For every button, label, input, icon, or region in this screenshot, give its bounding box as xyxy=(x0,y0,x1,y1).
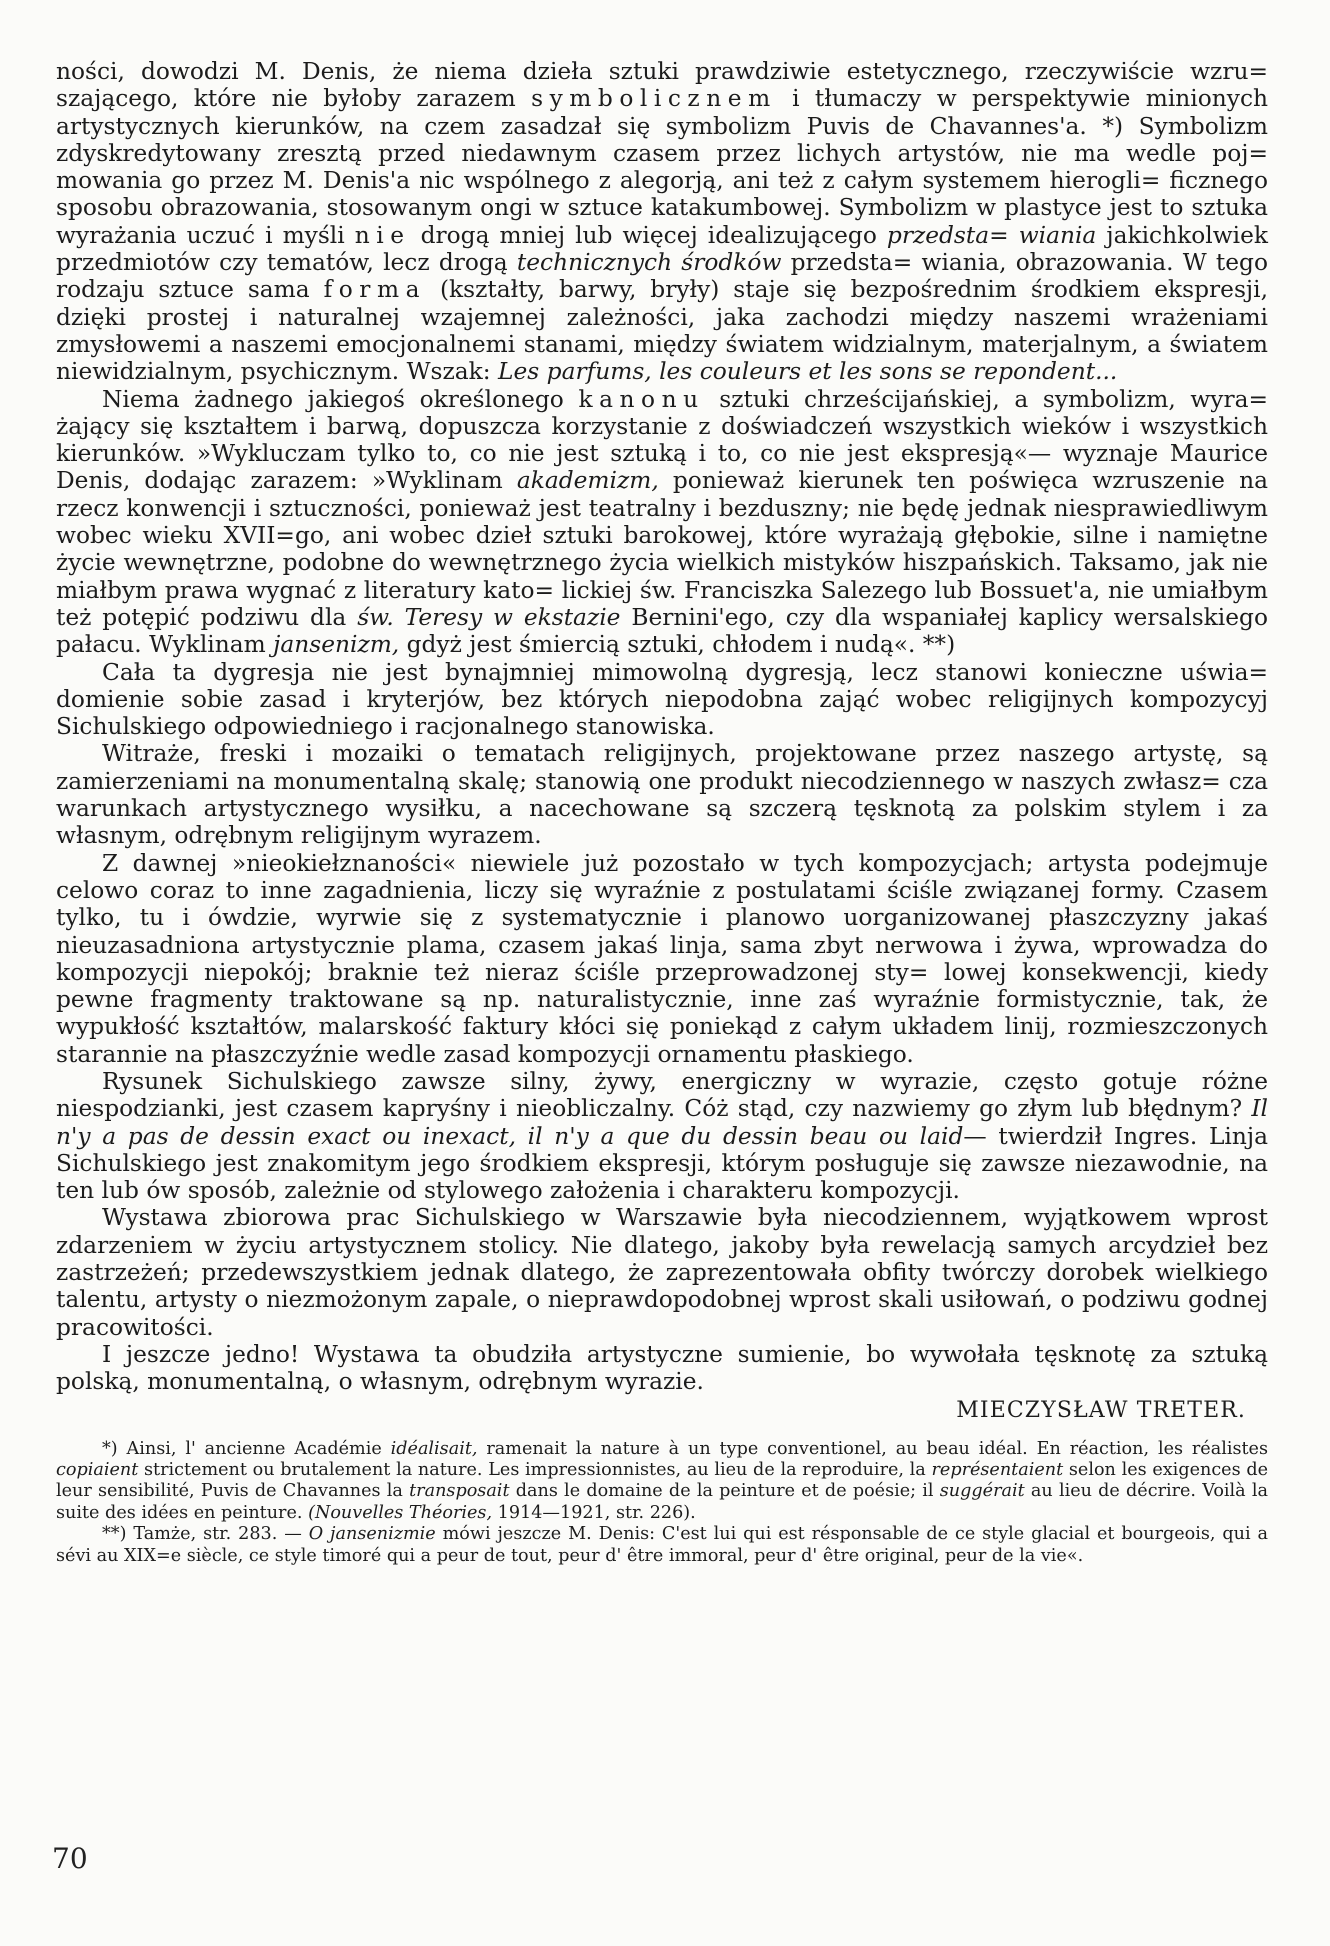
text-run: mówi jeszcze M. Denis: C'est lui qui est résponsable de ce style glacial et bourgeois, qui a sévi au XIX=e siècle, ce style timoré qui a peur de tout, peur d' être immoral, peur d' être original, peur de la vie«. xyxy=(56,1524,1269,1566)
italic-phrase: transposait xyxy=(409,1481,510,1502)
text-run: *) Ainsi, l' ancienne Académie xyxy=(102,1438,391,1459)
text-run: Witraże, freski i mozaiki o tematach religijnych, projektowane przez naszego artystę, są zamierzeniami na monumentalną skalę; stanowią one produkt niecodziennego w naszych zwłasz= cza warunkach artystycznego wysiłku, a nacechowane są szczerą tęsknotą za polskim stylem i za własnym, odrębnym religijnym wyrazem. xyxy=(56,740,1268,850)
text-run: **) Tamże, str. 283. — xyxy=(102,1524,309,1545)
spaced-emphasis: symbolicznem xyxy=(531,85,777,113)
spaced-emphasis: kanonu xyxy=(578,385,705,413)
text-run: ności, dowodzi M. Denis, że niema dzieła sztuki prawdziwie estetycznego, rzeczywiście wzru= szającego, które nie byłoby zarazem xyxy=(56,58,1268,113)
text-run: I jeszcze jedno! Wystawa ta obudziła artystyczne sumienie, bo wywołała tęsknotę za sztuką polską, monumentalną, o własnym, odrębnym wyrazie. xyxy=(56,1340,1268,1396)
footnote-2 xyxy=(56,1524,1268,1567)
italic-phrase: Les parfums, les couleurs et les sons se repondent... xyxy=(498,358,1118,386)
text-run: jakichkolwiek przedmiotów czy tematów, lecz drogą xyxy=(56,221,1268,277)
text-run: Cała ta dygresja nie jest bynajmniej mimowolną dygresją, lecz stanowi konieczne uświa= domienie sobie zasad i kryterjów, bez których niepodobna zająć wobec religijnych kompozycyj Sichulskiego odpowiedniego i racjonalnego stanowiska. xyxy=(56,658,1268,741)
italic-phrase: (Nouvelles Théories, xyxy=(308,1502,493,1523)
spaced-emphasis: nie xyxy=(354,221,411,249)
italic-phrase: copiaient xyxy=(56,1459,139,1480)
italic-phrase: św. Teresy w ekstazie xyxy=(357,603,621,631)
paragraph-4 xyxy=(56,740,1268,849)
text-run: dans le domaine de la peinture et de poésie; il xyxy=(509,1481,940,1502)
page xyxy=(56,58,1268,1567)
paragraph-5 xyxy=(56,850,1268,1068)
text-run: drogą mniej lub więcej idealizującego xyxy=(410,221,887,249)
paragraph-3 xyxy=(56,659,1268,741)
paragraph-8 xyxy=(56,1341,1268,1396)
italic-phrase: représentaient xyxy=(931,1459,1064,1480)
text-run: sztuki chrześcijańskiej, a symbolizm, wyra= żający się kształtem i barwą, dopuszcza korzystanie z doświadczeń wszystkich wieków i wszystkich kierunków. »Wykluczam tylko to, co nie jest sztuką i to, co nie jest ekspresją«— wyznaje Maurice Denis, dodając zarazem: »Wyklinam xyxy=(56,385,1268,495)
text-run: Z dawnej »nieokiełznaności« niewiele już pozostało w tych kompozycjach; artysta podejmuje celowo coraz to inne zagadnienia, liczy się wyraźnie z postulatami ściśle związanej formy. Czasem tylko, tu i ówdzie, wyrwie się z systematycznie i planowo uorganizowanej płaszczyzny jakaś nieuzasadniona artystycznie plama, czasem jakaś linja, sama zbyt nerwowa i żywa, wprowadza do kompozycji niepokój; braknie też nieraz ściśle przeprowadzonej sty= lowej konsekwencji, kiedy pewne fragmenty traktowane są np. naturalistycznie, inne zaś wyraźnie formistycznie, tak, że wypukłość kształtów, malarskość faktury kłóci się poniekąd z całym układem linij, rozmieszczonych starannie na płaszczyźnie wedle zasad kompozycji ornamentu płaskiego. xyxy=(56,849,1268,1068)
text-run: Niema żadnego jakiegoś określonego xyxy=(102,385,579,413)
text-run: ramenait la nature à un type conventionel, au beau idéal. En réaction, les réalistes xyxy=(477,1438,1268,1459)
text-run: gdyż jest śmiercią sztuki, chłodem i nudą«. **) xyxy=(399,631,956,659)
italic-phrase: jansenizm, xyxy=(273,631,400,659)
text-run: przedsta= wiania, obrazowania. W tego rodzaju sztuce sama xyxy=(56,249,1268,304)
footnote-1 xyxy=(56,1439,1268,1525)
italic-phrase: idéalisait, xyxy=(390,1438,478,1459)
italic-phrase: suggérait xyxy=(939,1481,1025,1502)
author-signature: MIECZYSŁAW TRETER. xyxy=(956,1397,1246,1423)
paragraph-1 xyxy=(56,58,1268,386)
italic-phrase: akademizm, xyxy=(516,467,659,495)
text-run: i tłumaczy w perspektywie minionych artystycznych kierunków, na czem zasadzał się symbolizm Puvis de Chavannes'a. *) Symbolizm zdyskredytowany zresztą przed niedawnym czasem przez lichych artystów, nie ma wedle poj= mowania go przez M. Denis'a nic wspólnego z alegorją, ani też z całym systemem hierogli= ficznego sposobu obrazowania, stosowanym ongi w sztuce katakumbowej. Symbolizm w plastyce jest to sztuka wyrażania uczuć i myśli xyxy=(56,85,1268,249)
text-run: au lieu de décrire. Voilà la suite des idées en peinture. xyxy=(56,1481,1269,1523)
text-run: Wystawa zbiorowa prac Sichulskiego w Warszawie była niecodziennem, wyjątkowem wprost zdarzeniem w życiu artystycznem stolicy. Nie dlatego, jakoby była rewelacją samych arcydzieł bez zastrzeżeń; przedewszystkiem jednak dlatego, że zaprezentowała obfity twórczy dorobek wielkiego talentu, artysty o niezmożonym zapale, o nieprawdopodobnej wprost skali usiłowań, o podziwu godnej pracowitości. xyxy=(56,1204,1268,1341)
paragraph-2 xyxy=(56,386,1268,659)
italic-phrase: przedsta= wiania xyxy=(886,221,1097,249)
article-body xyxy=(56,58,1268,1396)
text-run: Rysunek Sichulskiego zawsze silny, żywy, energiczny w wyrazie, często gotuje różne niespodzianki, jest czasem kapryśny i nieobliczalny. Cóż stąd, czy nazwiemy go złym lub błędnym? xyxy=(56,1067,1268,1123)
text-run: selon les exigences de leur sensibilité, Puvis de Chavannes la xyxy=(56,1459,1268,1502)
spaced-emphasis: forma xyxy=(323,276,426,304)
text-run: strictement ou brutalement la nature. Les impressionnistes, au lieu de la reproduire, la xyxy=(138,1459,932,1480)
page-number: 70 xyxy=(52,1842,88,1875)
italic-phrase: technicznych środków xyxy=(516,249,782,277)
paragraph-6 xyxy=(56,1068,1268,1204)
paragraph-7 xyxy=(56,1204,1268,1340)
text-run: Bernini'ego, czy dla wspaniałej kaplicy wersalskiego pałacu. Wyklinam xyxy=(56,603,1268,659)
footnotes xyxy=(56,1439,1268,1567)
text-run: ponieważ kierunek ten poświęca wzruszenie na rzecz konwencji i sztuczności, ponieważ jest teatralny i bezduszny; nie będę jednak niesprawiedliwym wobec wieku XVII=go, ani wobec dzieł sztuki barokowej, które wyrażają głębokie, silne i namiętne życie wewnętrzne, podobne do wewnętrznego życia wielkich mistyków hiszpańskich. Taksamo, jak nie miałbym prawa wygnać z literatury kato= lickiej św. Franciszka Salezego lub Bossuet'a, nie umiałbym też potępić podziwu dla xyxy=(56,467,1268,631)
text-run: 1914—1921, str. 226). xyxy=(492,1502,696,1523)
text-run: (kształty, barwy, bryły) staje się bezpośrednim środkiem ekspresji, dzięki prostej i naturalnej wzajemnej zależności, jaka zachodzi między naszemi wrażeniami zmysłowemi a naszemi emocjonalnemi stanami, między światem widzialnym, materjalnym, a światem niewidzialnym, psychicznym. Wszak: xyxy=(56,276,1268,386)
text-run: — twierdził Ingres. Linja Sichulskiego jest znakomitym jego środkiem ekspresji, którym posługuje się zawsze niezawodnie, na ten lub ów sposób, zależnie od stylowego założenia i charakteru kompozycji. xyxy=(56,1122,1268,1205)
italic-phrase: Il n'y a pas de dessin exact ou inexact, il n'y a que du dessin beau ou laid xyxy=(56,1095,1268,1150)
italic-phrase: O jansenizmie xyxy=(308,1524,436,1545)
